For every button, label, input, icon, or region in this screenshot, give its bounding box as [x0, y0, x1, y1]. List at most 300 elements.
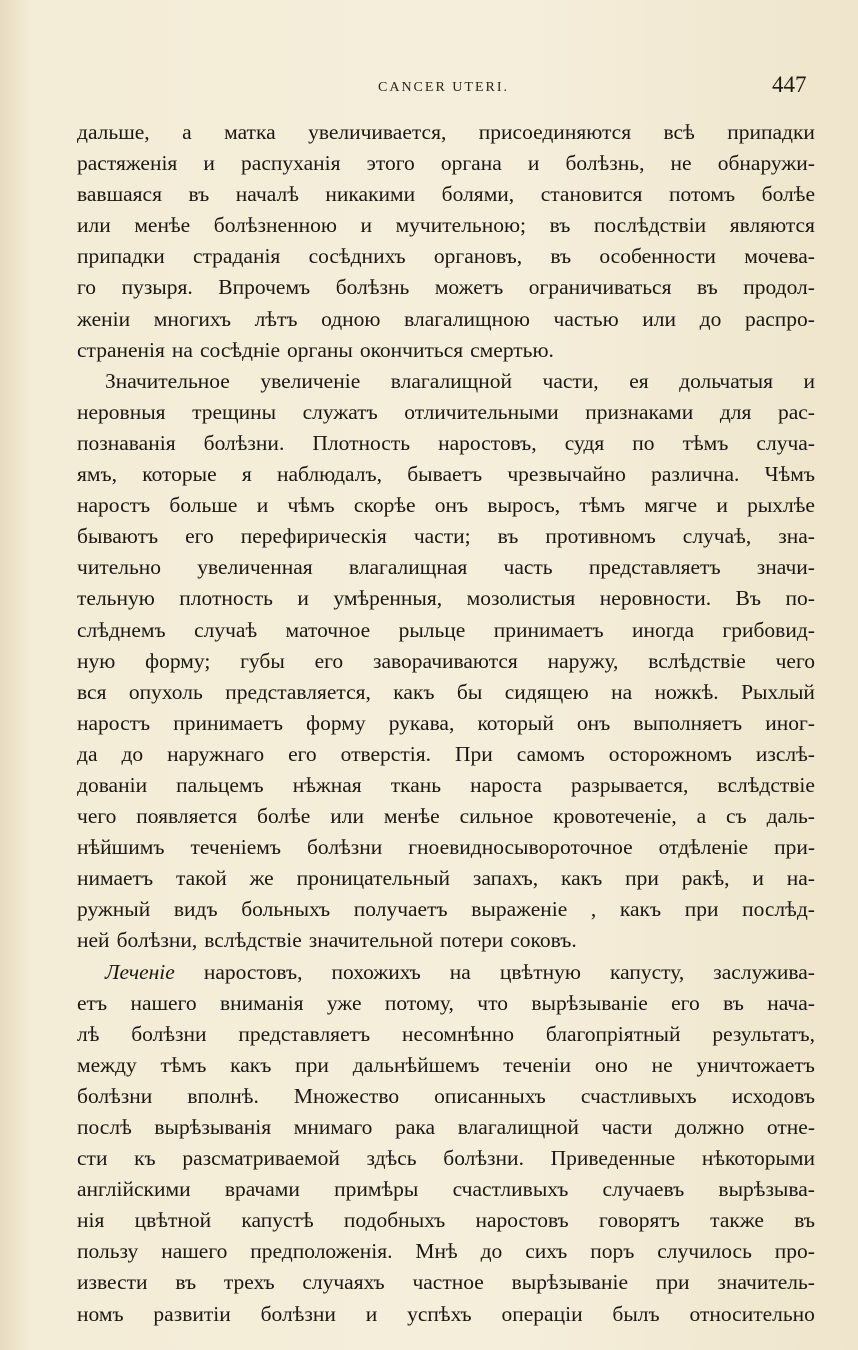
word: органа — [440, 151, 502, 176]
word: органы — [287, 337, 353, 362]
word: обнаружи- — [717, 151, 815, 176]
word: выполняетъ — [633, 710, 743, 735]
word: увеличеніе — [260, 368, 361, 393]
word: дольчатыя — [679, 368, 773, 393]
word: наружу, — [547, 648, 619, 673]
word: слѣднемъ — [77, 617, 166, 642]
word: отличительными — [404, 399, 559, 424]
word: присоединяются — [478, 120, 632, 144]
text-line — [77, 770, 815, 801]
word: губы — [240, 648, 285, 673]
word: часть — [503, 555, 553, 580]
word: также — [710, 1208, 764, 1233]
page-number: 447 — [772, 72, 807, 97]
word: нашего — [161, 1239, 228, 1264]
word: чего — [775, 648, 815, 673]
word: скорѣе — [353, 493, 416, 518]
word: выросъ, — [487, 493, 561, 518]
word: частью — [553, 306, 619, 331]
text-line — [77, 148, 815, 179]
word: менѣе — [383, 804, 440, 829]
word: чительно — [77, 555, 162, 580]
word: вырѣзываніе — [531, 990, 648, 1015]
word: сидящею — [504, 679, 589, 704]
word: въ — [175, 1270, 197, 1295]
word: болѣзни. — [443, 1146, 524, 1171]
word: осторожномъ — [608, 741, 732, 766]
text-line — [77, 179, 815, 210]
word: нѣйшимъ — [77, 835, 165, 860]
word: больше — [169, 493, 238, 518]
word: на — [171, 337, 193, 362]
word: служатъ — [302, 399, 378, 424]
word: врачами — [224, 1177, 300, 1202]
word: говорятъ — [598, 1208, 680, 1233]
word: представляетъ — [238, 1021, 371, 1046]
word: болѣзни. — [203, 430, 285, 455]
word: распро- — [744, 306, 815, 331]
word: успѣхъ — [407, 1301, 472, 1326]
word: мочева- — [744, 244, 815, 269]
text-line — [77, 988, 815, 1019]
word: становится — [540, 182, 643, 207]
word: Значительное — [105, 368, 230, 393]
word: на- — [786, 866, 815, 891]
word: разсматриваемой — [182, 1146, 340, 1171]
word: похожихъ — [331, 959, 421, 984]
word: Чѣмъ — [764, 462, 815, 487]
word: отне- — [766, 1115, 815, 1139]
word: капусту, — [609, 959, 685, 984]
word: Рыхлый — [741, 679, 815, 704]
word: по- — [785, 586, 815, 611]
word: ямъ, — [77, 462, 117, 487]
word: При — [454, 741, 493, 766]
word: что — [477, 990, 508, 1015]
word: пузыря. — [121, 275, 193, 300]
word: и — [716, 493, 728, 518]
word: по — [632, 430, 655, 455]
word: между — [77, 1052, 137, 1077]
word: и — [256, 493, 269, 518]
word: сихъ — [525, 1239, 568, 1264]
text-line — [77, 739, 815, 770]
word: случилось — [657, 1239, 752, 1264]
word: окончиться — [359, 337, 464, 362]
word: нимаетъ — [77, 866, 154, 891]
word: болѣзненною — [213, 213, 337, 238]
word: мнимаго — [293, 1115, 373, 1139]
word: не — [651, 1052, 673, 1077]
word: случаѣ, — [682, 524, 752, 549]
word: плотность — [179, 586, 273, 611]
word: вслѣдствіе — [717, 772, 815, 797]
word: форму; — [145, 648, 211, 673]
word: можетъ — [434, 275, 504, 300]
word: я — [241, 462, 252, 487]
word: заворачиваются — [372, 648, 518, 673]
text-line — [77, 397, 815, 428]
word: дальнѣйшемъ — [352, 1052, 480, 1077]
text-line — [77, 615, 815, 646]
word: началѣ — [235, 182, 299, 207]
text-line — [77, 272, 815, 303]
text-line — [77, 1112, 815, 1143]
word: послѣдствіи — [593, 213, 707, 238]
text-line — [77, 241, 815, 272]
word: нача- — [767, 990, 815, 1015]
word: случаяхъ — [302, 1270, 385, 1295]
word: сосѣдніе — [199, 337, 280, 362]
text-line — [77, 1299, 815, 1330]
word: проницательный — [296, 866, 451, 891]
word: онъ — [434, 493, 469, 518]
text-line — [77, 1205, 815, 1236]
word: до — [699, 306, 722, 331]
word: должно — [675, 1115, 745, 1139]
word: потомъ — [668, 182, 736, 207]
word: лѣ — [77, 1021, 100, 1046]
word: или — [330, 804, 364, 829]
running-head: CANCER UTERI. — [378, 80, 509, 95]
word: всѣ — [663, 120, 695, 144]
word: вслѣдствіе — [204, 928, 302, 953]
word: болѣзнь — [335, 275, 410, 300]
word: въ — [723, 990, 744, 1015]
word: какъ — [393, 679, 435, 704]
word: оно — [594, 1052, 628, 1077]
word: сосѣднихъ — [308, 244, 406, 269]
word: послѣд- — [742, 897, 815, 922]
word: чрезвычайно — [507, 462, 626, 487]
word: растяженія — [77, 151, 178, 176]
word: при- — [774, 835, 815, 860]
word: уже — [326, 990, 362, 1015]
word: судя — [564, 430, 605, 455]
word: ракѣ, — [681, 866, 730, 891]
text-line — [77, 1174, 815, 1205]
word: рас- — [777, 399, 815, 424]
word: влагалищной — [457, 1115, 579, 1139]
word: несомнѣнно — [401, 1021, 514, 1046]
word: извести — [77, 1270, 148, 1295]
text-line — [77, 801, 815, 832]
word: въ — [550, 244, 572, 269]
word: до — [480, 1239, 503, 1264]
word: страданія — [192, 244, 281, 269]
text-line — [77, 428, 815, 459]
word: частное — [412, 1270, 484, 1295]
word: ножкѣ. — [654, 679, 719, 704]
word: влагалищною — [404, 306, 530, 331]
word: познаванія — [77, 430, 176, 455]
word: матка — [224, 120, 276, 144]
word: Мнѣ — [415, 1239, 458, 1264]
word: продол- — [743, 275, 815, 300]
word: относительно — [689, 1301, 815, 1326]
word: противномъ — [545, 524, 656, 549]
word: въ — [497, 524, 519, 549]
word: исходовъ — [731, 1083, 815, 1108]
word: описанныхъ — [434, 1083, 546, 1108]
word: и — [527, 151, 540, 176]
text-line — [77, 459, 815, 490]
word: наростовъ, — [438, 430, 537, 455]
word: неровности. — [599, 586, 712, 611]
word: го — [77, 275, 97, 300]
word: въ — [794, 1208, 815, 1233]
text-line — [77, 1019, 815, 1050]
word: наростовъ, — [203, 959, 303, 984]
word: трещины — [192, 399, 277, 424]
word: при — [295, 1052, 329, 1077]
word: для — [719, 399, 752, 424]
word: его — [671, 990, 700, 1015]
word: мучительною; — [395, 213, 527, 238]
word: женіи — [77, 306, 131, 331]
text-line — [77, 894, 815, 925]
word: при — [625, 866, 659, 891]
word: уничтожаетъ — [696, 1052, 815, 1077]
word: вырѣзыванія — [154, 1115, 272, 1139]
word: представляетъ — [588, 555, 721, 580]
word: операціи — [501, 1301, 583, 1326]
word: его — [288, 741, 317, 766]
word: въ — [188, 182, 210, 207]
word: же — [249, 866, 274, 891]
word: про- — [774, 1239, 815, 1264]
word: запахъ, — [472, 866, 539, 891]
word: признаками — [585, 399, 694, 424]
word: вырѣзыва- — [718, 1177, 815, 1202]
word: части — [601, 1115, 653, 1139]
word: маточное — [285, 617, 371, 642]
word: , — [590, 897, 597, 922]
word: наблюдалъ, — [276, 462, 383, 487]
word: наростъ — [77, 710, 151, 735]
word: ограничиваться — [528, 275, 672, 300]
word: болѣзни — [77, 1083, 153, 1108]
text-line — [77, 490, 815, 521]
word: иног- — [765, 710, 815, 735]
word: рукава, — [388, 710, 455, 735]
word: рыхлѣе — [747, 493, 815, 518]
word: значи- — [756, 555, 815, 580]
word: какъ — [230, 1052, 272, 1077]
word: принимаетъ — [493, 617, 604, 642]
text-line — [77, 677, 815, 708]
word: Множество — [293, 1083, 400, 1108]
word: и — [752, 866, 764, 891]
word: нашего — [130, 990, 197, 1015]
word: увеличенная — [197, 555, 313, 580]
word: Леченіе — [105, 959, 175, 984]
word: подобныхъ — [343, 1208, 446, 1233]
body-text — [77, 117, 815, 1330]
text-line — [77, 521, 815, 552]
word: здѣсь — [366, 1146, 417, 1171]
word: ружный — [77, 897, 151, 922]
word: части; — [413, 524, 471, 549]
word: увеличивается, — [308, 120, 447, 144]
word: дованіи — [77, 772, 148, 797]
word: при — [684, 897, 719, 922]
word: и — [803, 368, 815, 393]
word: развитіи — [153, 1301, 231, 1326]
word: болѣзнь, — [565, 151, 645, 176]
word: принимаетъ — [173, 710, 284, 735]
word: пальцемъ — [176, 772, 264, 797]
word: влагалищная — [348, 555, 468, 580]
word: влагалищной — [390, 368, 512, 393]
word: какъ — [619, 897, 662, 922]
text-line — [77, 304, 815, 335]
word: предположенія. — [250, 1239, 393, 1264]
word: бы — [456, 679, 483, 704]
word: чѣмъ — [287, 493, 335, 518]
word: лѣтъ — [254, 306, 298, 331]
word: смертью. — [470, 337, 554, 362]
word: вавшаяся — [77, 182, 162, 207]
word: отверстія. — [340, 741, 431, 766]
word: рака — [395, 1115, 436, 1139]
word: етъ — [77, 990, 108, 1015]
word: случа- — [756, 430, 815, 455]
text-line — [77, 646, 815, 677]
word: наростъ — [77, 493, 151, 518]
word: случаѣ — [194, 617, 258, 642]
word: форму — [306, 710, 366, 735]
word: заслужива- — [713, 959, 815, 984]
word: нароста — [470, 772, 542, 797]
word: части, — [542, 368, 599, 393]
word: случаевъ — [602, 1177, 685, 1202]
word: поръ — [590, 1239, 635, 1264]
text-line — [77, 957, 815, 988]
word: пользу — [77, 1239, 139, 1264]
word: цвѣтной — [134, 1208, 212, 1233]
word: вырѣзываніе — [511, 1270, 628, 1295]
word: и — [203, 151, 215, 176]
word: разрывается, — [570, 772, 689, 797]
word: болѣзни — [131, 1021, 207, 1046]
text-line — [77, 335, 815, 366]
word: до — [121, 741, 144, 766]
word: которые — [142, 462, 217, 487]
word: бываетъ — [407, 462, 483, 487]
word: распуханія — [241, 151, 341, 176]
word: мозолистыя — [466, 586, 576, 611]
text-line — [77, 366, 815, 397]
word: теченіемъ — [190, 835, 281, 860]
word: болѣзни, — [116, 928, 198, 953]
word: болями, — [441, 182, 515, 207]
word: не — [670, 151, 692, 176]
word: или — [77, 213, 111, 238]
word: а — [696, 804, 707, 829]
word: соковъ. — [510, 928, 577, 953]
word: наростовъ — [475, 1208, 569, 1233]
word: изслѣ- — [755, 741, 815, 766]
word: какъ — [561, 866, 603, 891]
word: примѣры — [334, 1177, 419, 1202]
word: тѣмъ — [579, 493, 626, 518]
word: ткань — [390, 772, 442, 797]
word: мягче — [644, 493, 698, 518]
word: сти — [77, 1146, 108, 1171]
word: капустѣ — [241, 1208, 314, 1233]
word: и — [360, 213, 373, 238]
word: въ — [697, 275, 718, 300]
word: номъ — [77, 1301, 124, 1326]
word: къ — [134, 1146, 156, 1171]
word: счастливыхъ — [452, 1177, 569, 1202]
word: нія — [77, 1208, 105, 1233]
text-line — [77, 925, 815, 956]
word: припадки — [77, 244, 165, 269]
word: Плотность — [312, 430, 411, 455]
word: никакими — [325, 182, 416, 207]
word: ную — [77, 648, 116, 673]
word: одною — [321, 306, 381, 331]
word: неровныя — [77, 399, 166, 424]
word: такой — [175, 866, 227, 891]
word: особенности — [599, 244, 716, 269]
word: иногда — [632, 617, 694, 642]
text-line — [77, 1236, 815, 1267]
word: или — [642, 306, 677, 331]
word: послѣ — [77, 1115, 132, 1139]
word: потому, — [384, 990, 454, 1015]
word: значитель- — [717, 1270, 815, 1295]
word: съ — [726, 804, 747, 829]
word: кровотеченіе, — [553, 804, 677, 829]
text-line — [77, 863, 815, 894]
word: видъ — [173, 897, 218, 922]
text-line — [77, 1081, 815, 1112]
word: многихъ — [153, 306, 231, 331]
word: Впрочемъ — [218, 275, 311, 300]
text-line — [77, 1267, 815, 1298]
text-line — [77, 583, 815, 614]
word: на — [611, 679, 633, 704]
word: выраженіе — [471, 897, 568, 922]
word: умѣренныя, — [333, 586, 443, 611]
word: тельную — [77, 586, 155, 611]
word: больныхъ — [241, 897, 331, 922]
word: при — [655, 1270, 690, 1295]
text-line — [77, 552, 815, 583]
word: и — [297, 586, 309, 611]
word: значительной — [308, 928, 434, 953]
word: Приведенные — [550, 1146, 676, 1171]
word: различна. — [651, 462, 740, 487]
word: нѣжная — [292, 772, 362, 797]
word: дальше, — [77, 120, 150, 144]
word: болѣе — [761, 182, 815, 207]
word: трехъ — [223, 1270, 275, 1295]
word: страненія — [77, 337, 165, 362]
word: рыльце — [398, 617, 466, 642]
word: зна- — [778, 524, 815, 549]
word: нѣкоторыми — [701, 1146, 815, 1171]
word: былъ — [612, 1301, 660, 1326]
word: цвѣтную — [499, 959, 581, 984]
word: тѣмъ — [160, 1052, 207, 1077]
word: и — [365, 1301, 378, 1326]
text-line — [77, 1143, 815, 1174]
word: вполнѣ. — [187, 1083, 259, 1108]
